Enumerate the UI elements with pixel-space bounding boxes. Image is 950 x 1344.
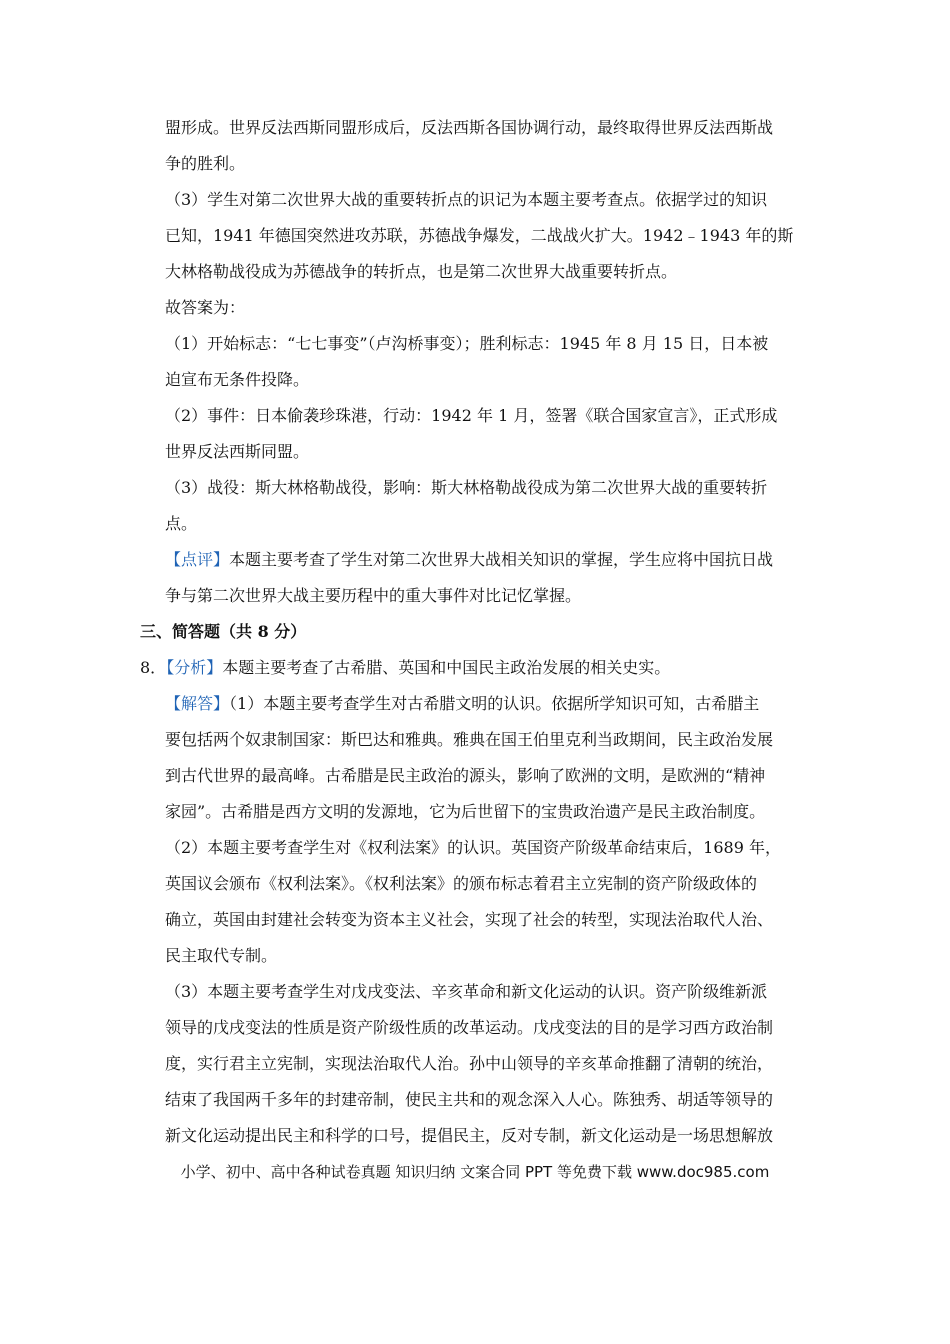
answer-line: 结束了我国两千多年的封建帝制，使民主共和的观念深入人心。陈独秀、胡适等领导的 <box>165 1090 774 1109</box>
answer-line: 新文化运动提出民主和科学的口号，提倡民主，反对专制，新文化运动是一场思想解放 <box>165 1126 774 1145</box>
comment-line: 争与第二次世界大战主要历程中的重大事件对比记忆掌握。 <box>165 586 582 605</box>
text-line: 故答案为： <box>165 298 246 317</box>
answer-line <box>165 694 815 714</box>
text-line: 迫宣布无条件投降。 <box>165 370 310 389</box>
answer-text: （1）本题主要考查学生对古希腊文明的认识。依据所学知识可知，古希腊主 <box>229 694 760 713</box>
page-footer[interactable]: 小学、初中、高中各种试卷真题 知识归纳 文案合同 PPT 等免费下载 www.doc985.com <box>180 1163 770 1181</box>
answer-line: （3）本题主要考查学生对戊戌变法、辛亥革命和新文化运动的认识。资产阶级维新派 <box>165 982 768 1001</box>
text-line: （3）战役：斯大林格勒战役，影响：斯大林格勒战役成为第二次世界大战的重要转折 <box>165 478 768 497</box>
answer-line: 度，实行君主立宪制，实现法治取代人治。孙中山领导的辛亥革命推翻了清朝的统治， <box>165 1054 774 1073</box>
section-heading: 三、简答题（共 8 分） <box>140 622 307 641</box>
comment-line <box>165 550 815 570</box>
comment-tag: 【点评】 <box>165 550 230 569</box>
answer-tag: 【解答】 <box>165 694 230 713</box>
text-line: （2）事件：日本偷袭珍珠港，行动：1942 年 1 月，签署《联合国家宣言》，正式形成 <box>165 406 778 425</box>
answer-line: 家园”。古希腊是西方文明的发源地，它为后世留下的宝贵政治遗产是民主政治制度。 <box>165 802 766 821</box>
answer-line: 领导的戊戌变法的性质是资产阶级性质的改革运动。戊戌变法的目的是学习西方政治制 <box>165 1018 774 1037</box>
answer-line: 到古代世界的最高峰。古希腊是民主政治的源头，影响了欧洲的文明，是欧洲的“精神 <box>165 766 766 785</box>
answer-line: 确立，英国由封建社会转变为资本主义社会，实现了社会的转型，实现法治取代人治、 <box>165 910 774 929</box>
text-line: 大林格勒战役成为苏德战争的转折点，也是第二次世界大战重要转折点。 <box>165 262 678 281</box>
text-line: 点。 <box>165 514 198 533</box>
text-line: （1）开始标志：“七七事变”（卢沟桥事变）；胜利标志：1945 年 8 月 15 日，日本被 <box>165 334 769 353</box>
comment-text: 本题主要考查了学生对第二次世界大战相关知识的掌握，学生应将中国抗日战 <box>229 550 774 569</box>
analysis-text: 本题主要考查了古希腊、英国和中国民主政治发展的相关史实。 <box>222 658 671 677</box>
analysis-tag: 【分析】 <box>166 658 223 677</box>
question-number: 8． <box>140 658 167 677</box>
text-line: 世界反法西斯同盟。 <box>165 442 310 461</box>
text-line: 已知，1941 年德国突然进攻苏联，苏德战争爆发，二战战火扩大。1942﹣1943 年的斯 <box>165 226 794 245</box>
answer-line: 要包括两个奴隶制国家：斯巴达和雅典。雅典在国王伯里克利当政期间，民主政治发展 <box>165 730 774 749</box>
text-line: 盟形成。世界反法西斯同盟形成后，反法西斯各国协调行动，最终取得世界反法西斯战 <box>165 118 774 137</box>
answer-line: 民主取代专制。 <box>165 946 278 965</box>
answer-line: （2）本题主要考查学生对《权利法案》的认识。英国资产阶级革命结束后，1689 年， <box>165 838 781 857</box>
text-line: （3）学生对第二次世界大战的重要转折点的识记为本题主要考查点。依据学过的知识 <box>165 190 768 209</box>
text-line: 争的胜利。 <box>165 154 246 173</box>
answer-line: 英国议会颁布《权利法案》。《权利法案》的颁布标志着君主立宪制的资产阶级政体的 <box>165 874 758 893</box>
question-8-analysis <box>140 658 670 678</box>
